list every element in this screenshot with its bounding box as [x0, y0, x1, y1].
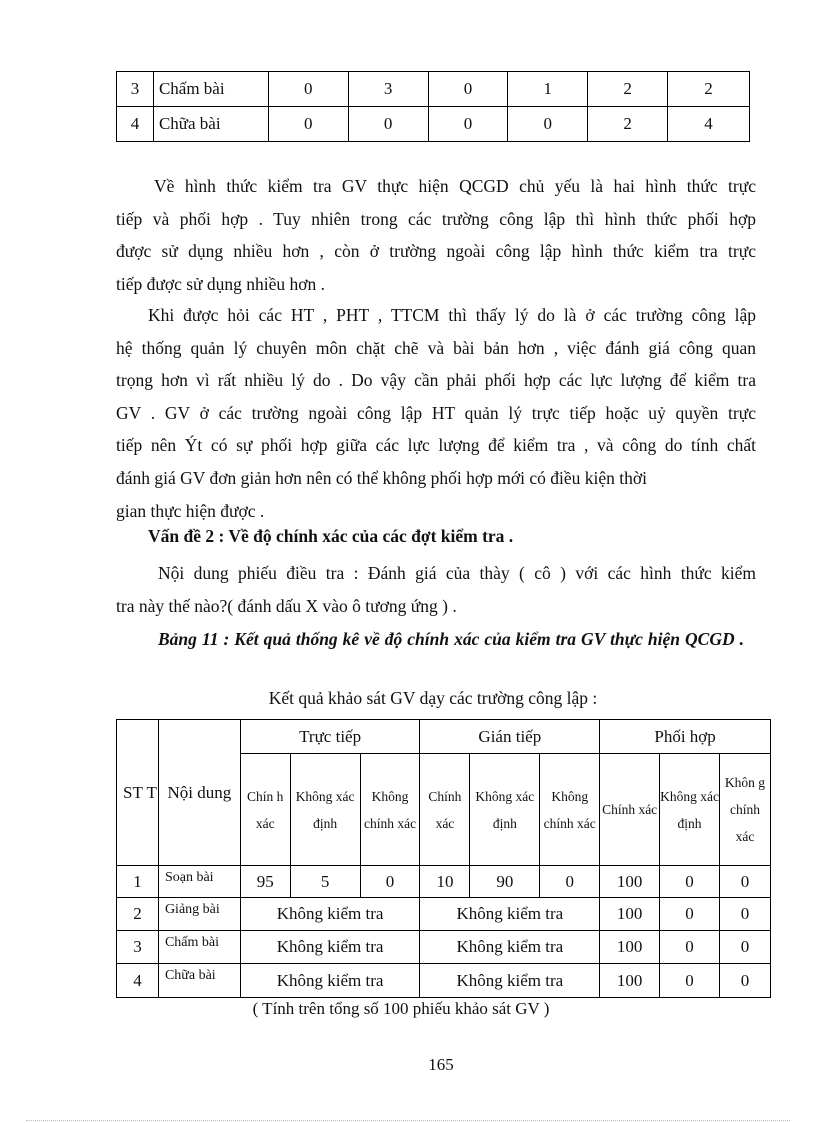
not-inspected-cell: Không kiểm tra: [240, 931, 420, 964]
not-inspected-cell: Không kiểm tra: [420, 898, 600, 931]
cell-value: 0: [428, 107, 508, 142]
text-line: GV . GV ở các trường ngoài công lập HT quản lý trực tiếp hoặc uỷ quyền trực: [116, 402, 756, 423]
cell-value: 0: [348, 107, 428, 142]
cell-value: 0: [268, 72, 348, 107]
cell-value: 95: [240, 866, 290, 898]
cell-value: 0: [660, 898, 720, 931]
cell-value: 0: [719, 866, 770, 898]
subheader-cell: Chín h xác: [240, 754, 290, 866]
page-number: 165: [428, 1055, 454, 1074]
text-line: tiếp và phối hợp . Tuy nhiên trong các trường công lập thì hình thức phối hợp: [116, 208, 756, 229]
cell-value: 0: [540, 866, 600, 898]
page-bottom-divider: [26, 1120, 790, 1121]
subheader-cell: Không chính xác: [540, 754, 600, 866]
row-label: Chấm bài: [158, 931, 240, 964]
not-inspected-cell: Không kiểm tra: [420, 964, 600, 998]
paragraph-reasons: [116, 299, 756, 527]
text-line: tra này thế nào?( đánh dấu X vào ô tương ứng ) .: [116, 595, 457, 616]
cell-value: 4: [668, 107, 750, 142]
cell-value: 0: [719, 964, 770, 998]
header-combined: Phối hợp: [600, 720, 771, 754]
not-inspected-cell: Không kiểm tra: [420, 931, 600, 964]
table-footnote: ( Tính trên tổng số 100 phiếu khảo sát GV ): [252, 999, 550, 1018]
cell-value: 2: [668, 72, 750, 107]
cell-value: 0: [719, 931, 770, 964]
text-line: gian thực hiện được .: [116, 500, 265, 521]
cell-value: 100: [600, 931, 660, 964]
cell-value: 1: [508, 72, 588, 107]
cell-value: 100: [600, 866, 660, 898]
row-label: Soạn bài: [158, 866, 240, 898]
row-number: 4: [117, 107, 154, 142]
text-line: đánh giá GV đơn giản hơn nên có thể không phối hợp mới có điều kiện thời: [116, 467, 648, 488]
paragraph-inspection-forms: [116, 170, 756, 300]
cell-value: 100: [600, 898, 660, 931]
header-content: Nội dung: [158, 720, 240, 866]
cell-value: 2: [588, 72, 668, 107]
row-number: 2: [117, 898, 159, 931]
subheader-cell: Chính xác: [600, 754, 660, 866]
cell-value: 2: [588, 107, 668, 142]
cell-value: 90: [470, 866, 540, 898]
text-line: được sử dụng nhiều hơn , còn ở trường ngoài công lập hình thức kiểm tra trực: [116, 241, 756, 262]
text-line: tiếp được sử dụng nhiều hơn .: [116, 273, 326, 294]
cell-value: 0: [428, 72, 508, 107]
header-indirect: Gián tiếp: [420, 720, 600, 754]
header-row: [117, 720, 771, 754]
text-line: Về hình thức kiểm tra GV thực hiện QCGD chủ yếu là hai hình thức trực: [154, 176, 756, 196]
text-line: trọng hơn vì rất nhiều lý do . Do vậy cần phải phối hợp các lực lượng để kiểm tra: [116, 370, 756, 391]
table-row: [117, 898, 771, 931]
cell-value: 0: [660, 866, 720, 898]
cell-value: 0: [268, 107, 348, 142]
top-results-table: [116, 71, 750, 142]
header-direct: Trực tiếp: [240, 720, 420, 754]
table-row: [117, 72, 750, 107]
subheader-cell: Không xác định: [290, 754, 360, 866]
table-row: [117, 964, 771, 998]
paragraph-survey-content: [116, 557, 756, 622]
subheader-cell: Không xác định: [470, 754, 540, 866]
subheader-cell: Không chính xác: [360, 754, 420, 866]
cell-value: 0: [719, 898, 770, 931]
cell-value: 0: [660, 931, 720, 964]
row-number: 4: [117, 964, 159, 998]
row-number: 3: [117, 931, 159, 964]
subheader-cell: Không xác định: [660, 754, 720, 866]
row-label: Chấm bài: [153, 72, 268, 107]
row-label: Giảng bài: [158, 898, 240, 931]
subheader-cell: Khôn g chính xác: [719, 754, 770, 866]
cell-value: 5: [290, 866, 360, 898]
header-stt: ST T: [117, 720, 159, 866]
text-line: Nội dung phiếu điều tra : Đánh giá của thày ( cô ) với các hình thức kiểm: [158, 563, 756, 583]
text-line: hệ thống quản lý chuyên môn chặt chẽ và bài bản hơn , việc đánh giá công quan: [116, 337, 756, 358]
text-line: tiếp nên Ýt có sự phối hợp giữa các lực lượng để kiểm tra , và công do tính chất: [116, 435, 756, 456]
table-caption: Bảng 11 : Kết quả thống kê về độ chính xác của kiểm tra GV thực hiện QCGD .: [158, 629, 744, 649]
accuracy-results-table: [116, 719, 771, 998]
section-heading: Vấn đề 2 : Về độ chính xác của các đợt kiểm tra .: [148, 526, 514, 546]
table-row: [117, 931, 771, 964]
table-row: [117, 866, 771, 898]
table-row: [117, 107, 750, 142]
not-inspected-cell: Không kiểm tra: [240, 898, 420, 931]
subheader-cell: Chính xác: [420, 754, 470, 866]
cell-value: 0: [660, 964, 720, 998]
not-inspected-cell: Không kiểm tra: [240, 964, 420, 998]
cell-value: 10: [420, 866, 470, 898]
cell-value: 100: [600, 964, 660, 998]
survey-title: Kết quả khảo sát GV dạy các trường công lập :: [268, 688, 598, 708]
cell-value: 3: [348, 72, 428, 107]
row-number: 1: [117, 866, 159, 898]
row-label: Chữa bài: [153, 107, 268, 142]
text-line: Khi được hỏi các HT , PHT , TTCM thì thấy lý do là ở các trường công lập: [148, 305, 756, 325]
cell-value: 0: [508, 107, 588, 142]
cell-value: 0: [360, 866, 420, 898]
row-number: 3: [117, 72, 154, 107]
row-label: Chữa bài: [158, 964, 240, 998]
